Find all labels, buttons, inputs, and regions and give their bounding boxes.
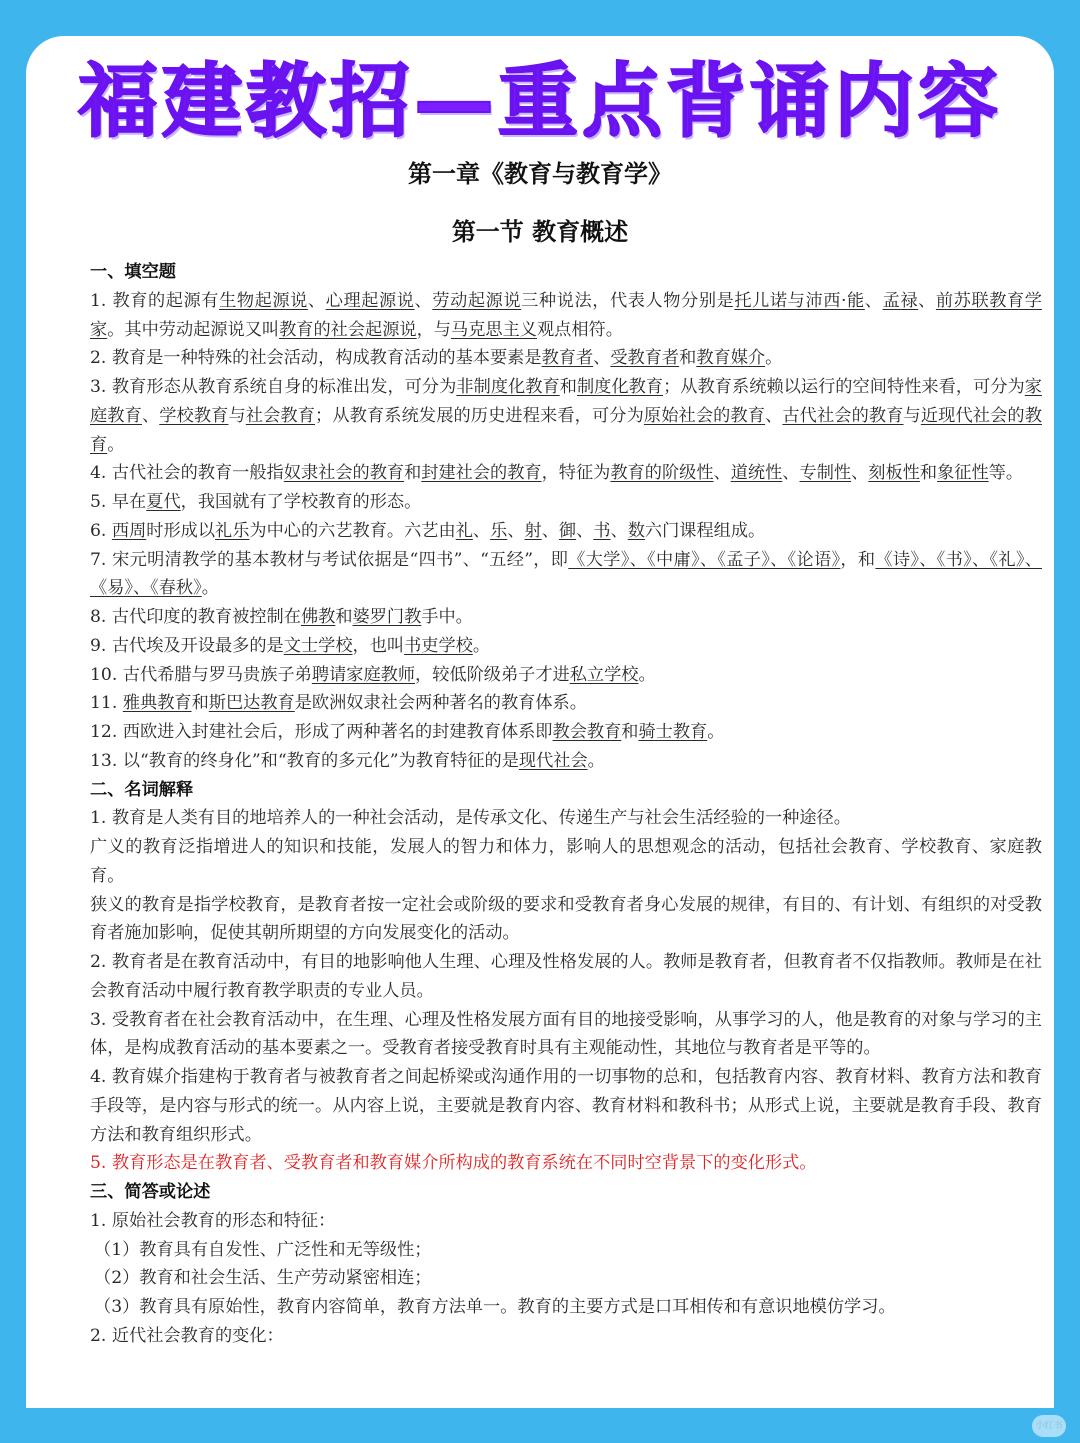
fill-blank-item: 12. 西欧进入封建社会后，形成了两种著名的封建教育体系即教会教育和骑士教育。 xyxy=(90,722,725,742)
fill-blank-item: 7. 宋元明清教学的基本教材与考试依据是“四书”、“五经”，即《大学》、《中庸》、《孟子》、《论语》，和《诗》、《书》、《礼》、《易》、《春秋》。 xyxy=(90,549,1042,599)
document-card xyxy=(26,36,1054,1408)
definition-item: 狭义的教育是指学校教育，是教育者按一定社会或阶级的要求和受教育者身心发展的规律，有目的、有计划、有组织的对受教育者施加影响，促使其朝所期望的方向发展变化的活动。 xyxy=(90,894,1042,944)
essay-point: （1）教育具有自发性、广泛性和无等级性； xyxy=(94,1239,432,1260)
definition-item: 3. 受教育者在社会教育活动中，在生理、心理及性格发展方面有目的地接受影响，从事学习的人，他是教育的对象与学习的主体，是构成教育活动的基本要素之一。受教育者接受教育时具有主观能动性，其地位与教育者是平等的。 xyxy=(90,1009,1042,1059)
part3-heading: 三、简答或论述 xyxy=(90,1182,211,1202)
definition-item: 2. 教育者是在教育活动中，有目的地影响他人生理、心理及性格发展的人。教师是教育者，但教育者不仅指教师。教师是在社会教育活动中履行教育教学职责的专业人员。 xyxy=(90,952,1042,1001)
fill-blank-item: 8. 古代印度的教育被控制在佛教和婆罗门教手中。 xyxy=(90,607,473,627)
definition-item: 广义的教育泛指增进人的知识和技能，发展人的智力和体力，影响人的思想观念的活动，包括社会教育、学校教育、家庭教育。 xyxy=(90,837,1042,886)
fill-blank-item: 3. 教育形态从教育系统自身的标准出发，可分为非制度化教育和制度化教育；从教育系统赖以运行的空间特性来看，可分为家庭教育、学校教育与社会教育；从教育系统发展的历史进程来看，可分为原始社会的教育、古代社会的教育与近现代社会的教育。 xyxy=(90,377,1042,455)
section-title: 第一节 教育概述 xyxy=(451,217,629,246)
essay-question: 1. 原始社会教育的形态和特征： xyxy=(90,1210,336,1231)
essay-point: （3）教育具有原始性，教育内容简单，教育方法单一。教育的主要方式是口耳相传和有意识地模仿学习。 xyxy=(94,1297,896,1317)
fill-blank-item: 5. 早在夏代，我国就有了学校教育的形态。 xyxy=(90,492,422,512)
document-body xyxy=(90,258,1042,1351)
fill-blank-item: 4. 古代社会的教育一般指奴隶社会的教育和封建社会的教育，特征为教育的阶级性、道统性、专制性、刻板性和象征性等。 xyxy=(90,463,1024,484)
watermark-logo: 小红书 xyxy=(1032,1415,1066,1437)
definition-item: 1. 教育是人类有目的地培养人的一种社会活动，是传承文化、传递生产与社会生活经验的一种途径。 xyxy=(90,808,851,829)
fill-blank-item: 13. 以“教育的终身化”和“教育的多元化”为教育特征的是现代社会。 xyxy=(90,750,605,771)
definition-item-highlighted: 5. 教育形态是在教育者、受教育者和教育媒介所构成的教育系统在不同时空背景下的变化形式。 xyxy=(90,1153,817,1174)
banner-title: 福建教招—重点背诵内容 xyxy=(78,55,1002,148)
fill-blank-item: 10. 古代希腊与罗马贵族子弟聘请家庭教师，较低阶级弟子才进私立学校。 xyxy=(90,664,656,685)
part2-heading: 二、名词解释 xyxy=(90,779,194,800)
chapter-title: 第一章《教育与教育学》 xyxy=(408,159,672,188)
essay-question: 2. 近代社会教育的变化： xyxy=(90,1325,284,1346)
fill-blank-item: 1. 教育的起源有生物起源说、心理起源说、劳动起源说三种说法，代表人物分别是托儿诺与沛西·能、孟禄、前苏联教育学家。其中劳动起源说又叫教育的社会起源说，与马克思主义观点相符。 xyxy=(90,290,1042,340)
fill-blank-item: 11. 雅典教育和斯巴达教育是欧洲奴隶社会两种著名的教育体系。 xyxy=(90,693,587,714)
essay-point: （2）教育和社会生活、生产劳动紧密相连； xyxy=(94,1268,432,1289)
fill-blank-item: 9. 古代埃及开设最多的是文士学校，也叫书吏学校。 xyxy=(90,635,491,656)
part1-heading: 一、填空题 xyxy=(90,262,176,282)
fill-blank-item: 2. 教育是一种特殊的社会活动，构成教育活动的基本要素是教育者、受教育者和教育媒介。 xyxy=(90,348,783,369)
fill-blank-item: 6. 西周时形成以礼乐为中心的六艺教育。六艺由礼、乐、射、御、书、数六门课程组成。 xyxy=(90,520,766,541)
definition-item: 4. 教育媒介指建构于教育者与被教育者之间起桥梁或沟通作用的一切事物的总和，包括教育内容、教育材料、教育方法和教育手段等，是内容与形式的统一。从内容上说，主要就是教育内容、教育材料和教科书；从形式上说，主要就是教育手段、教育方法和教育组织形式。 xyxy=(90,1067,1042,1145)
